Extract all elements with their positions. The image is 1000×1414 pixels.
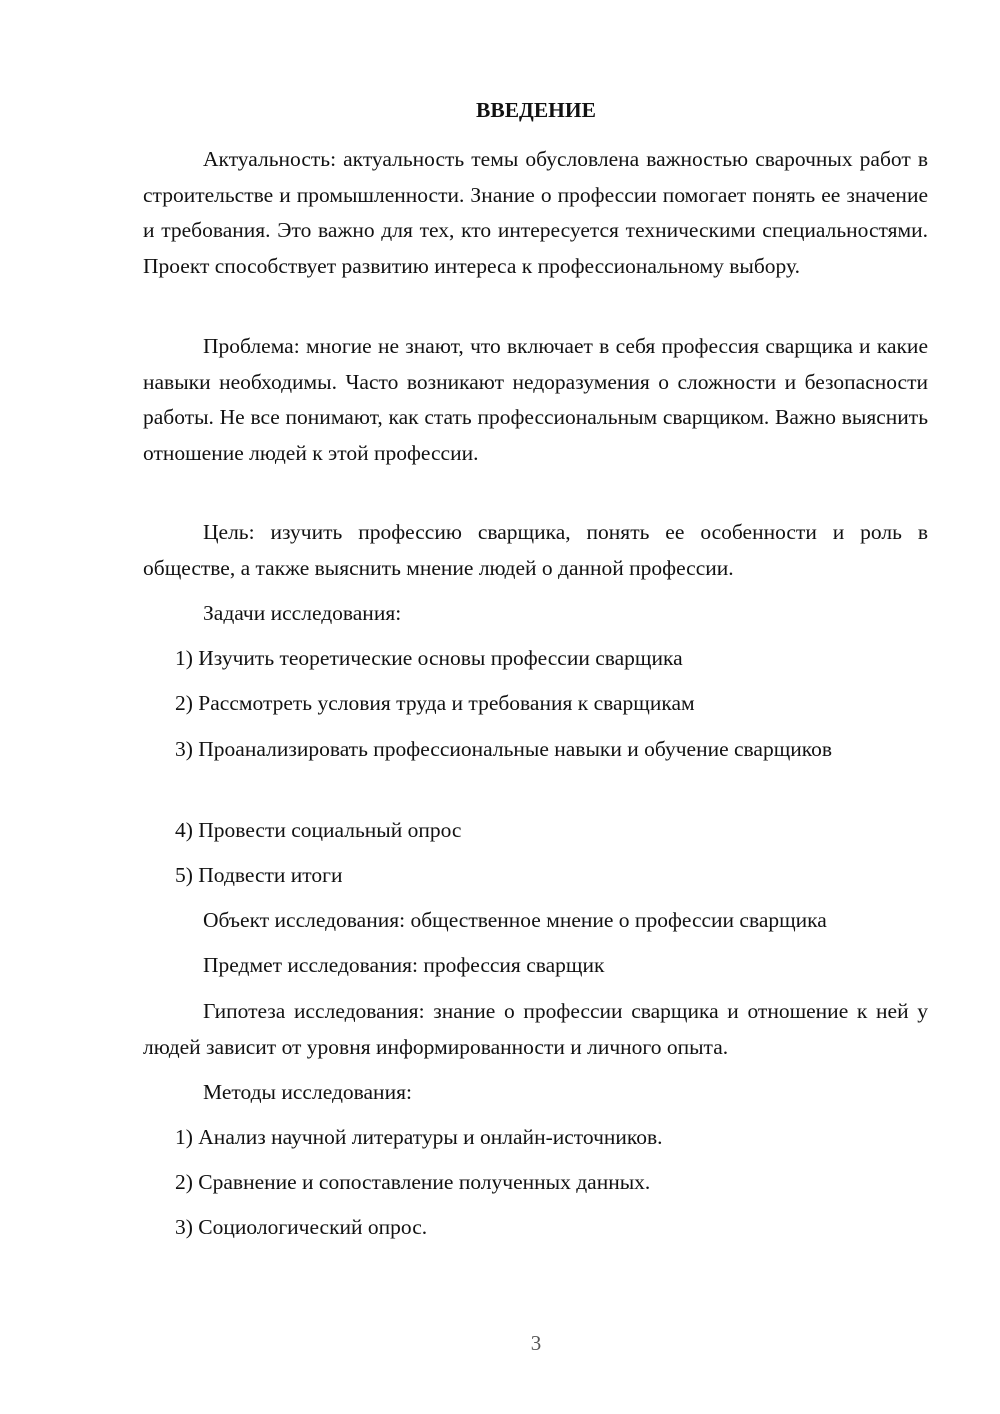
research-hypothesis: Гипотеза исследования: знание о профессии сварщика и отношение к ней у людей зависит от уровня информированности и личного опыта. (143, 999, 928, 1059)
goal-paragraph: Цель: изучить профессию сварщика, понять ее особенности и роль в обществе, а также выяснить мнение людей о данной профессии. (143, 520, 928, 580)
method-item-1: 1) Анализ научной литературы и онлайн-источников. (175, 1125, 663, 1149)
task-item-3: 3) Проанализировать профессиональные навыки и обучение сварщиков (175, 737, 833, 761)
method-item-2: 2) Сравнение и сопоставление полученных данных. (175, 1170, 651, 1194)
method-item-3: 3) Социологический опрос. (175, 1215, 428, 1239)
methods-heading: Методы исследования: (203, 1080, 412, 1104)
page-title: ВВЕДЕНИЕ (476, 98, 596, 122)
research-subject: Предмет исследования: профессия сварщик (203, 953, 605, 977)
problem-paragraph: Проблема: многие не знают, что включает в себя профессия сварщика и какие навыки необходимы. Часто возникают недоразумения о сложности и безопасности работы. Не все понимают, как стать профессиональным сварщиком. Важно выяснить отношение людей к этой профессии. (143, 334, 928, 465)
task-item-2: 2) Рассмотреть условия труда и требования к сварщикам (175, 691, 695, 715)
tasks-heading: Задачи исследования: (203, 601, 402, 625)
relevance-paragraph: Актуальность: актуальность темы обусловлена важностью сварочных работ в строительстве и промышленности. Знание о профессии помогает понять ее значение и требования. Это важно для тех, кто интересуется техническими специальностями. Проект способствует развитию интереса к профессиональному выбору. (143, 147, 928, 278)
research-object: Объект исследования: общественное мнение о профессии сварщика (203, 908, 827, 932)
task-item-1: 1) Изучить теоретические основы профессии сварщика (175, 646, 683, 670)
page-number: 3 (530, 1331, 542, 1355)
task-item-5: 5) Подвести итоги (175, 863, 343, 887)
task-item-4: 4) Провести социальный опрос (175, 818, 462, 842)
